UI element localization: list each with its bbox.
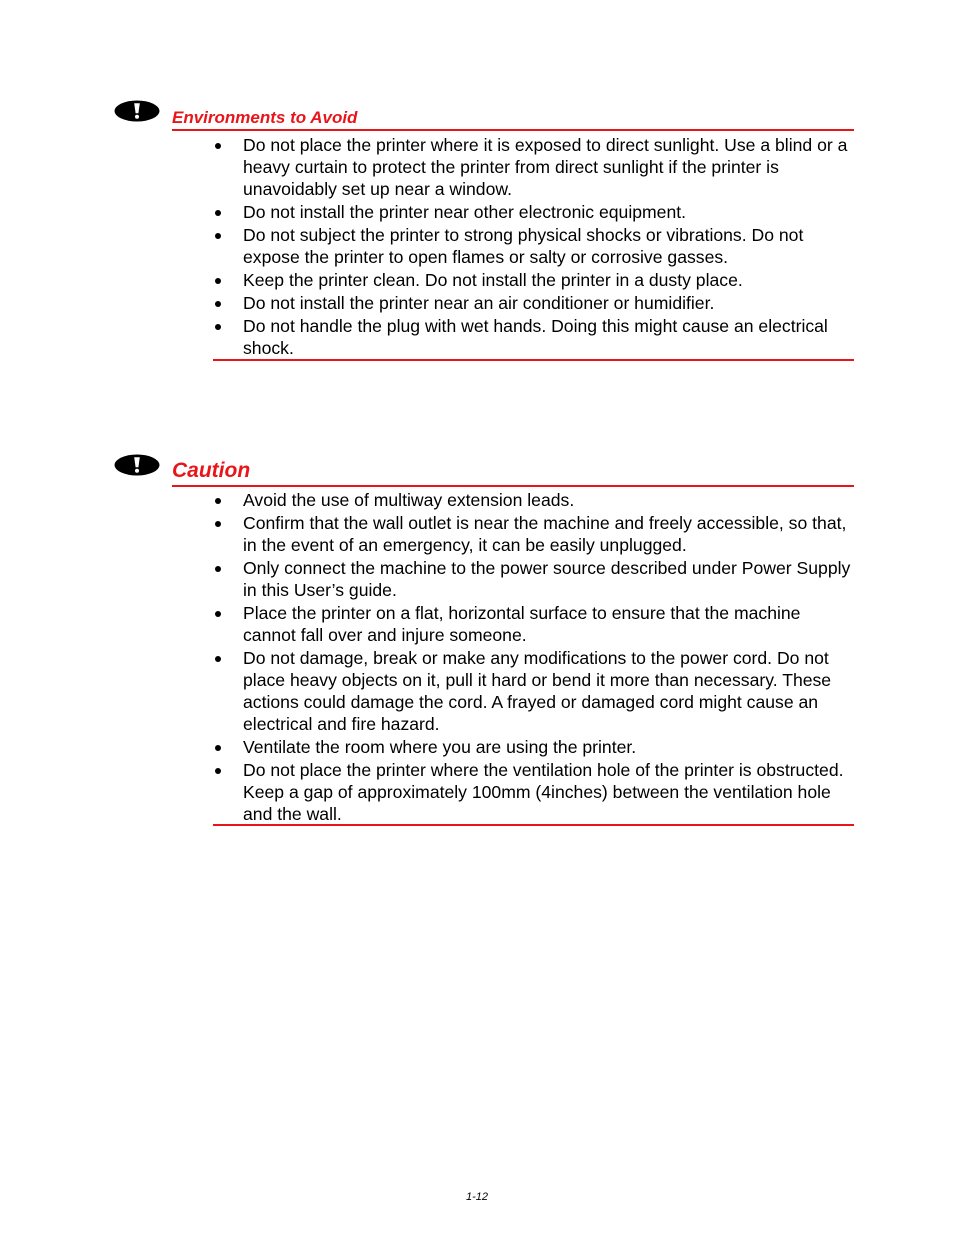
exclamation-oval-icon bbox=[114, 100, 160, 122]
bullet-icon bbox=[215, 324, 221, 330]
environments-list bbox=[213, 134, 854, 360]
section-end-rule bbox=[213, 359, 854, 361]
bullet-icon bbox=[215, 611, 221, 617]
list-item: Do not damage, break or make any modifications to the power cord. Do not place heavy objects on it, pull it hard or bend it more than necessary. These actions could damage the cord. A frayed or damaged cord might cause an electrical and fire hazard. bbox=[213, 647, 854, 736]
list-item: Do not place the printer where it is exposed to direct sunlight. Use a blind or a heavy curtain to protect the printer from direct sunlight if the printer is unavoidably set up near a window. bbox=[213, 134, 854, 201]
bullet-icon bbox=[215, 301, 221, 307]
exclamation-oval-icon bbox=[114, 454, 160, 476]
heading-rule bbox=[172, 129, 854, 131]
list-item: Place the printer on a flat, horizontal surface to ensure that the machine cannot fall over and injure someone. bbox=[213, 602, 854, 646]
list-item: Do not handle the plug with wet hands. Doing this might cause an electrical shock. bbox=[213, 315, 854, 359]
list-item: Avoid the use of multiway extension leads. bbox=[213, 489, 854, 511]
bullet-icon bbox=[215, 656, 221, 662]
bullet-icon bbox=[215, 233, 221, 239]
list-item: Do not place the printer where the ventilation hole of the printer is obstructed. Keep a gap of approximately 100mm (4inches) between the ventilation hole and the wall. bbox=[213, 759, 854, 826]
section-heading-caution: Caution bbox=[172, 459, 251, 482]
list-item: Confirm that the wall outlet is near the machine and freely accessible, so that, in the event of an emergency, it can be easily unplugged. bbox=[213, 512, 854, 556]
section-heading-environments: Environments to Avoid bbox=[172, 108, 358, 127]
list-item: Keep the printer clean. Do not install the printer in a dusty place. bbox=[213, 269, 854, 291]
list-item: Do not subject the printer to strong physical shocks or vibrations. Do not expose the printer to open flames or salty or corrosive gasses. bbox=[213, 224, 854, 268]
bullet-icon bbox=[215, 278, 221, 284]
bullet-icon bbox=[215, 566, 221, 572]
list-item: Only connect the machine to the power source described under Power Supply in this User’s guide. bbox=[213, 557, 854, 601]
bullet-icon bbox=[215, 498, 221, 504]
bullet-icon bbox=[215, 143, 221, 149]
bullet-icon bbox=[215, 521, 221, 527]
list-item: Do not install the printer near other electronic equipment. bbox=[213, 201, 854, 223]
section-end-rule bbox=[213, 824, 854, 826]
bullet-icon bbox=[215, 745, 221, 751]
list-item: Do not install the printer near an air conditioner or humidifier. bbox=[213, 292, 854, 314]
bullet-icon bbox=[215, 210, 221, 216]
list-item: Ventilate the room where you are using the printer. bbox=[213, 736, 854, 758]
caution-list bbox=[213, 489, 854, 826]
bullet-icon bbox=[215, 768, 221, 774]
heading-rule bbox=[172, 485, 854, 487]
page-number: 1-12 bbox=[465, 1191, 489, 1203]
